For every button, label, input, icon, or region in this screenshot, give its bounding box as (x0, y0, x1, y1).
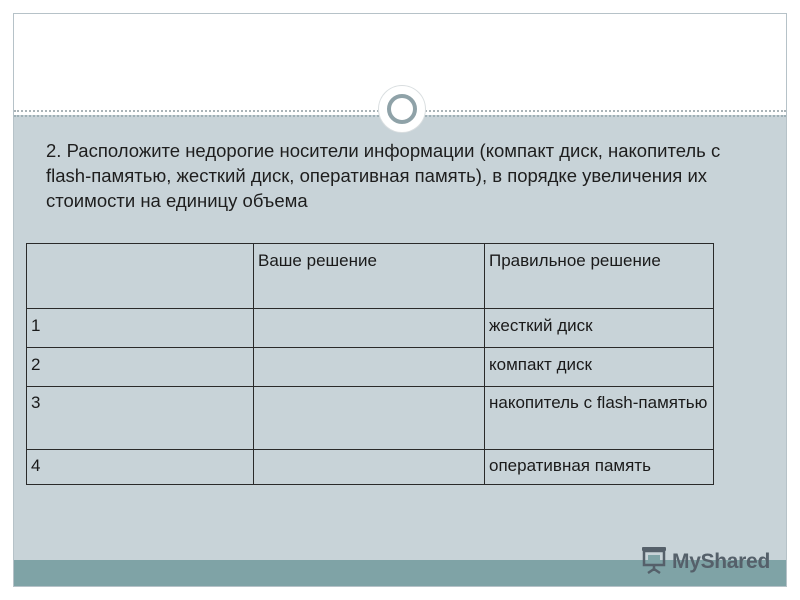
correct-solution-cell: компакт диск (485, 348, 714, 387)
projector-screen-icon (640, 545, 668, 580)
correct-solution-cell: оперативная память (485, 450, 714, 485)
header-cell-your-solution: Ваше решение (254, 244, 485, 309)
table-row (27, 387, 714, 450)
circle-ornament (379, 86, 425, 132)
header-cell-number (27, 244, 254, 309)
row-number-cell: 2 (27, 348, 254, 387)
your-solution-cell (254, 348, 485, 387)
myshared-logo[interactable] (640, 547, 770, 577)
your-solution-cell (254, 387, 485, 450)
row-number-cell: 1 (27, 309, 254, 348)
row-number-cell: 3 (27, 387, 254, 450)
header-cell-correct-solution: Правильное решение (485, 244, 714, 309)
table-row (27, 348, 714, 387)
row-number-cell: 4 (27, 450, 254, 485)
correct-solution-cell: жесткий диск (485, 309, 714, 348)
myshared-logo-text: MyShared (672, 550, 770, 573)
your-solution-cell (254, 309, 485, 348)
slide (13, 13, 787, 587)
table-header-row (27, 244, 714, 309)
your-solution-cell (254, 450, 485, 485)
table-row (27, 309, 714, 348)
answer-table-wrapper (26, 243, 714, 485)
correct-solution-cell: накопитель с flash-памятью (485, 387, 714, 450)
answer-table (26, 243, 714, 485)
question-text: 2. Расположите недорогие носители информации (компакт диск, накопитель с flash-памятью, жесткий диск, оперативная память), в порядке увеличения их стоимости на единицу объема (46, 140, 721, 211)
table-row (27, 450, 714, 485)
circle-ornament-inner (387, 94, 417, 124)
